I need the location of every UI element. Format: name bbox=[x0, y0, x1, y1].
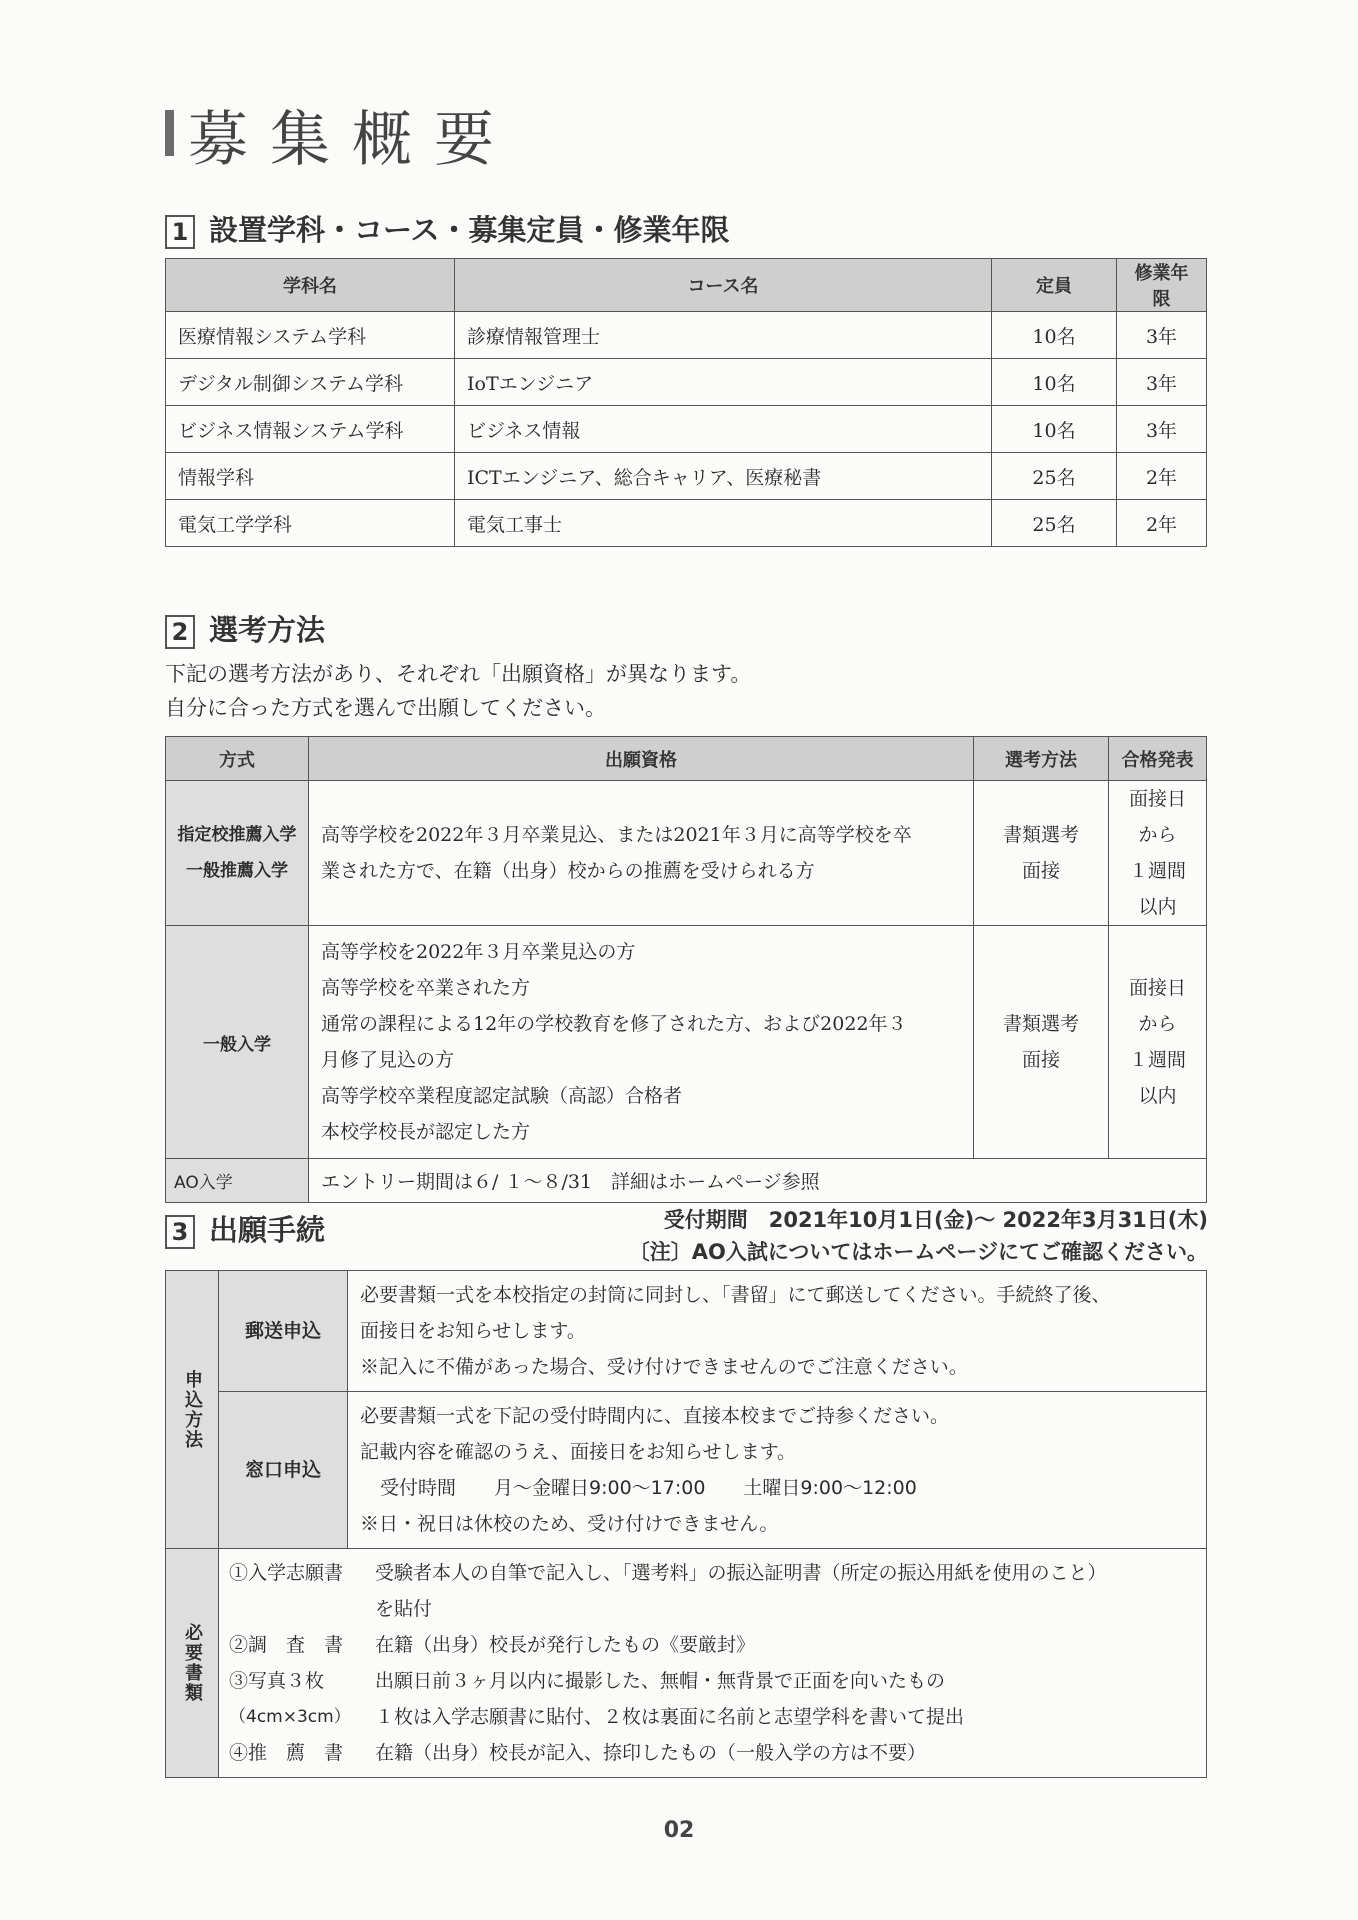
window-desc-cell bbox=[348, 1392, 1207, 1549]
method-cell bbox=[166, 781, 309, 926]
course-cell: 診療情報管理士 bbox=[455, 312, 992, 359]
method-cell: AO入学 bbox=[166, 1159, 309, 1203]
doc-desc: 在籍（出身）校長が発行したもの《要厳封》 bbox=[375, 1634, 756, 1656]
qualification-line: 高等学校を2022年３月卒業見込、または2021年３月に高等学校を卒 bbox=[321, 824, 912, 846]
doc-key: ②調 査 書 bbox=[229, 1634, 344, 1656]
qualification-line: 月修了見込の方 bbox=[321, 1049, 455, 1071]
doc-item bbox=[229, 1591, 1196, 1627]
doc-key: （4cm×3cm） bbox=[229, 1707, 351, 1727]
window-hours: 受付時間 月～金曜日9:00～17:00 土曜日9:00～12:00 bbox=[380, 1477, 917, 1499]
doc-item bbox=[229, 1699, 1196, 1735]
qualification-line: 業された方で、在籍（出身）校からの推薦を受けられる方 bbox=[321, 860, 815, 882]
period-text: 受付期間 2021年10月1日(金)～ 2022年3月31日(木) bbox=[663, 1208, 1208, 1232]
capacity-cell: 10名 bbox=[992, 312, 1117, 359]
application-table bbox=[165, 1270, 1207, 1778]
col-header-capacity: 定員 bbox=[992, 259, 1117, 312]
doc-key: ③写真３枚 bbox=[229, 1670, 325, 1692]
department-cell: ビジネス情報システム学科 bbox=[166, 406, 455, 453]
course-table bbox=[165, 258, 1207, 547]
col-header-method: 方式 bbox=[166, 737, 309, 781]
apply-method-label-cell bbox=[166, 1271, 219, 1549]
announcement-cell bbox=[1109, 781, 1207, 926]
course-cell: ICTエンジニア、総合キャリア、医療秘書 bbox=[455, 453, 992, 500]
doc-key: ④推 薦 書 bbox=[229, 1742, 344, 1764]
capacity-cell: 10名 bbox=[992, 359, 1117, 406]
doc-desc: 受験者本人の自筆で記入し、「選考料」の振込証明書（所定の振込用紙を使用のこと） bbox=[375, 1562, 1107, 1584]
selection-cell bbox=[974, 926, 1109, 1159]
section-2-heading bbox=[165, 608, 325, 649]
table-header-row bbox=[166, 737, 1207, 781]
qualification-cell bbox=[309, 781, 974, 926]
table-row bbox=[166, 781, 1207, 926]
doc-desc: 出願日前３ヶ月以内に撮影した、無帽・無背景で正面を向いたもの bbox=[375, 1670, 946, 1692]
course-cell: 電気工事士 bbox=[455, 500, 992, 547]
docs-label: 必要書類 bbox=[182, 1623, 203, 1703]
title-accent-bar bbox=[165, 110, 174, 156]
table-row bbox=[166, 1549, 1207, 1778]
window-desc-line: 記載内容を確認のうえ、面接日をお知らせします。 bbox=[360, 1441, 797, 1463]
qualification-line: 高等学校を卒業された方 bbox=[321, 977, 531, 999]
announcement-line: 面接日から bbox=[1128, 788, 1186, 846]
page-title: 募集概要 bbox=[188, 105, 516, 175]
table-header-row bbox=[166, 259, 1207, 312]
window-note: ※日・祝日は休校のため、受け付けできません。 bbox=[360, 1513, 779, 1535]
col-header-course: コース名 bbox=[455, 259, 992, 312]
intro-line: 下記の選考方法があり、それぞれ「出願資格」が異なります。 bbox=[165, 662, 752, 686]
col-header-department: 学科名 bbox=[166, 259, 455, 312]
announcement-line: １週間以内 bbox=[1128, 1049, 1186, 1107]
section-title: 選考方法 bbox=[209, 613, 326, 647]
qualification-line: 高等学校を2022年３月卒業見込の方 bbox=[321, 941, 636, 963]
course-cell: IoTエンジニア bbox=[455, 359, 992, 406]
qualification-line: 高等学校卒業程度認定試験（高認）合格者 bbox=[321, 1085, 683, 1107]
col-header-years: 修業年限 bbox=[1117, 259, 1207, 312]
capacity-cell: 25名 bbox=[992, 453, 1117, 500]
table-row bbox=[166, 500, 1207, 547]
selection-line: 書類選考 bbox=[1002, 824, 1079, 846]
announcement-cell bbox=[1109, 926, 1207, 1159]
doc-key bbox=[229, 1591, 375, 1627]
intro-line: 自分に合った方式を選んで出願してください。 bbox=[165, 696, 606, 720]
selection-line: 面接 bbox=[1021, 860, 1060, 882]
selection-cell bbox=[974, 781, 1109, 926]
doc-item bbox=[229, 1663, 1196, 1699]
course-cell: ビジネス情報 bbox=[455, 406, 992, 453]
qualification-line: 本校学校長が認定した方 bbox=[321, 1121, 531, 1143]
department-cell: 電気工学学科 bbox=[166, 500, 455, 547]
col-header-selection: 選考方法 bbox=[974, 737, 1109, 781]
years-cell: 3年 bbox=[1117, 406, 1207, 453]
department-cell: デジタル制御システム学科 bbox=[166, 359, 455, 406]
table-row bbox=[166, 406, 1207, 453]
section-title: 出願手続 bbox=[209, 1213, 326, 1247]
section-number: 1 bbox=[165, 215, 195, 249]
mail-desc-cell bbox=[348, 1271, 1207, 1392]
selection-intro bbox=[165, 657, 751, 725]
doc-desc: を貼付 bbox=[375, 1598, 433, 1620]
section-number: 2 bbox=[165, 615, 195, 649]
method-label: 一般推薦入学 bbox=[186, 861, 288, 881]
col-header-qualification: 出願資格 bbox=[309, 737, 974, 781]
section-1-heading bbox=[165, 208, 730, 249]
method-cell: 一般入学 bbox=[166, 926, 309, 1159]
window-label: 窓口申込 bbox=[219, 1392, 348, 1549]
table-row bbox=[166, 1159, 1207, 1203]
table-row bbox=[166, 359, 1207, 406]
selection-line: 書類選考 bbox=[1002, 1013, 1079, 1035]
doc-desc: 在籍（出身）校長が記入、捺印したもの（一般入学の方は不要） bbox=[375, 1742, 927, 1764]
qualification-cell bbox=[309, 926, 974, 1159]
selection-table bbox=[165, 736, 1207, 1203]
table-row bbox=[166, 312, 1207, 359]
docs-label-cell bbox=[166, 1549, 219, 1778]
qualification-line: 通常の課程による12年の学校教育を修了された方、および2022年３ bbox=[321, 1013, 907, 1035]
section-title: 設置学科・コース・募集定員・修業年限 bbox=[209, 213, 730, 247]
doc-key: ①入学志願書 bbox=[229, 1562, 344, 1584]
department-cell: 情報学科 bbox=[166, 453, 455, 500]
table-row bbox=[166, 1392, 1207, 1549]
section-3-heading bbox=[165, 1208, 325, 1249]
years-cell: 3年 bbox=[1117, 359, 1207, 406]
doc-item bbox=[229, 1555, 1196, 1591]
method-label: 指定校推薦入学 bbox=[177, 825, 297, 845]
mail-desc-line: 面接日をお知らせします。 bbox=[360, 1320, 586, 1342]
col-header-announcement: 合格発表 bbox=[1109, 737, 1207, 781]
table-row bbox=[166, 453, 1207, 500]
docs-list-cell bbox=[219, 1549, 1207, 1778]
application-period bbox=[508, 1204, 1208, 1268]
doc-desc: １枚は入学志願書に貼付、２枚は裏面に名前と志望学科を書いて提出 bbox=[375, 1706, 965, 1728]
doc-item bbox=[229, 1627, 1196, 1663]
years-cell: 2年 bbox=[1117, 500, 1207, 547]
ao-entry-cell: エントリー期間は６/ １～８/31 詳細はホームページ参照 bbox=[309, 1159, 1207, 1203]
announcement-line: １週間以内 bbox=[1128, 860, 1186, 918]
mail-desc-line: 必要書類一式を本校指定の封筒に同封し、「書留」にて郵送してください。手続終了後、 bbox=[360, 1284, 1111, 1306]
page-number: 02 bbox=[663, 1818, 695, 1843]
section-number: 3 bbox=[165, 1215, 195, 1249]
capacity-cell: 25名 bbox=[992, 500, 1117, 547]
mail-label: 郵送申込 bbox=[219, 1271, 348, 1392]
table-row bbox=[166, 926, 1207, 1159]
apply-method-label: 申込方法 bbox=[182, 1369, 203, 1450]
period-note: 〔注〕AO入試についてはホームページにてご確認ください。 bbox=[628, 1240, 1208, 1264]
doc-item bbox=[229, 1735, 1196, 1771]
selection-line: 面接 bbox=[1021, 1049, 1060, 1071]
years-cell: 3年 bbox=[1117, 312, 1207, 359]
mail-note: ※記入に不備があった場合、受け付けできませんのでご注意ください。 bbox=[360, 1356, 968, 1378]
department-cell: 医療情報システム学科 bbox=[166, 312, 455, 359]
announcement-line: 面接日から bbox=[1128, 977, 1186, 1035]
capacity-cell: 10名 bbox=[992, 406, 1117, 453]
window-desc-line: 必要書類一式を下記の受付時間内に、直接本校までご持参ください。 bbox=[360, 1405, 950, 1427]
table-row bbox=[166, 1271, 1207, 1392]
years-cell: 2年 bbox=[1117, 453, 1207, 500]
